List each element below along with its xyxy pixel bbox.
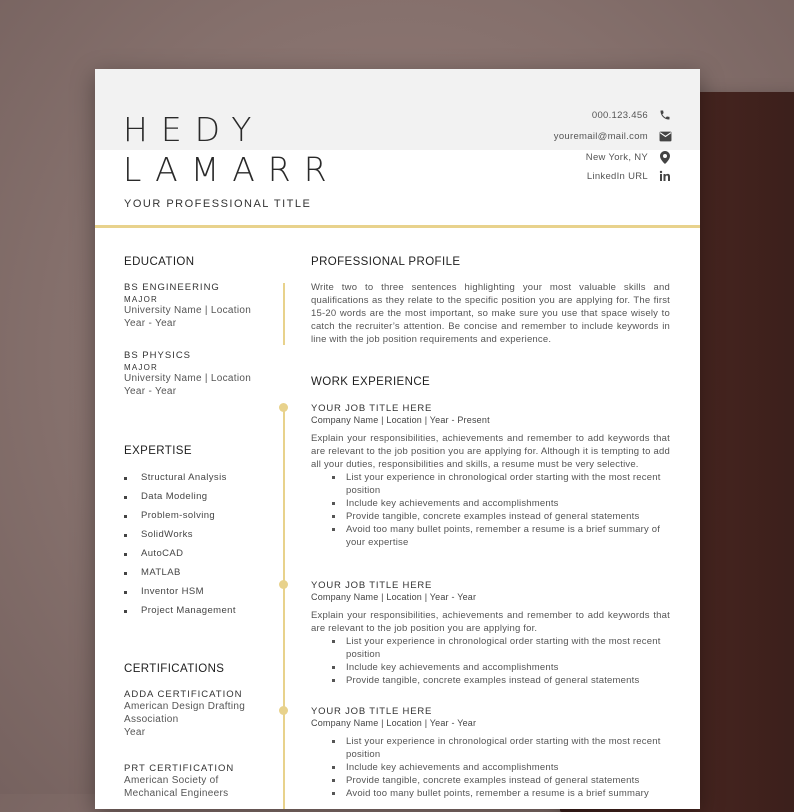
expertise-heading: EXPERTISE <box>124 445 192 457</box>
list-item: Avoid too many bullet points, remember a resume is a brief summary of your expertise <box>346 523 670 549</box>
list-item: List your experience in chronological order starting with the most recent position <box>346 635 670 661</box>
job-bullets <box>311 635 670 687</box>
header-divider <box>95 225 700 228</box>
job-description: Explain your responsibilities, achievements and remember to add keywords that are relevant to the job position you are applying for. <box>311 610 670 634</box>
list-item: List your experience in chronological order starting with the most recent position <box>346 471 670 497</box>
list-item: Include key achievements and accomplishments <box>346 761 670 774</box>
linkedin-text: LinkedIn URL <box>586 170 648 182</box>
location-text: New York, NY <box>585 151 648 163</box>
cert-org: Mechanical Engineers <box>124 788 229 799</box>
education-heading: EDUCATION <box>124 256 195 268</box>
school: University Name | Location <box>124 373 252 384</box>
major: MAJOR <box>124 295 158 304</box>
work-heading: WORK EXPERIENCE <box>311 376 431 388</box>
job-subtitle: Company Name | Location | Year - Year <box>311 592 477 602</box>
timeline-dot <box>279 403 288 412</box>
profile-text: Write two to three sentences highlighting your most valuable skills and qualifications as they relate to the specific position you are applying for. The first 15-20 words are the most important, so make sure you use that space wisely to catch the recruiter’s attention. Be concise and remember to include keywords in line with the job position requirements and experience. <box>311 282 670 345</box>
list-item: Inventor HSM <box>124 586 236 605</box>
first-name: HEDY <box>123 110 265 149</box>
map-pin-icon <box>658 150 672 164</box>
years: Year - Year <box>124 386 177 397</box>
degree: BS PHYSICS <box>124 350 192 361</box>
cert-name: ADDA CERTIFICATION <box>124 689 243 700</box>
certification-item <box>124 689 245 739</box>
job-description: Explain your responsibilities, achievements and remember to add keywords that are relevant to the job position you are applying for. Although it is tempting to add all your duties, responsibilities and skills, a resume must be very selective. <box>311 433 670 470</box>
job-bullets <box>311 735 670 800</box>
education-item <box>124 350 251 398</box>
last-name: LAMARR <box>123 150 340 189</box>
list-item: Problem-solving <box>124 510 236 529</box>
profile-heading: PROFESSIONAL PROFILE <box>311 256 461 268</box>
cert-name: PRT CERTIFICATION <box>124 763 235 774</box>
cert-year: Year <box>124 727 146 738</box>
timeline-dot <box>279 580 288 589</box>
cert-org: American Design Drafting <box>124 701 246 712</box>
job-subtitle: Company Name | Location | Year - Present <box>311 415 490 425</box>
list-item: Provide tangible, concrete examples instead of general statements <box>346 674 670 687</box>
certification-item <box>124 763 234 800</box>
list-item: Include key achievements and accomplishments <box>346 661 670 674</box>
contact-email <box>554 129 672 143</box>
list-item: List your experience in chronological order starting with the most recent position <box>346 735 670 761</box>
list-item: Structural Analysis <box>124 472 236 491</box>
timeline-segment <box>283 283 285 345</box>
list-item: Provide tangible, concrete examples instead of general statements <box>346 774 670 787</box>
list-item: Provide tangible, concrete examples instead of general statements <box>346 510 670 523</box>
timeline-line <box>283 410 285 809</box>
professional-title: YOUR PROFESSIONAL TITLE <box>124 198 312 210</box>
list-item: MATLAB <box>124 567 236 586</box>
phone-text: 000.123.456 <box>591 109 648 121</box>
contact-location <box>586 150 672 164</box>
job-entry <box>311 706 670 800</box>
major: MAJOR <box>124 363 158 372</box>
contact-phone <box>592 108 672 122</box>
resume-page <box>95 69 700 809</box>
degree: BS ENGINEERING <box>124 282 220 293</box>
contact-linkedin <box>587 169 672 183</box>
job-entry <box>311 403 670 549</box>
list-item: SolidWorks <box>124 529 236 548</box>
linkedin-icon <box>658 169 672 183</box>
cert-org: American Society of <box>124 775 219 786</box>
school: University Name | Location <box>124 305 252 316</box>
years: Year - Year <box>124 318 177 329</box>
job-title: YOUR JOB TITLE HERE <box>311 580 433 591</box>
education-item <box>124 282 251 330</box>
email-text: youremail@mail.com <box>553 130 648 142</box>
mail-icon <box>658 129 672 143</box>
list-item: Data Modeling <box>124 491 236 510</box>
list-item: AutoCAD <box>124 548 236 567</box>
list-item: Avoid too many bullet points, remember a resume is a brief summary <box>346 787 670 800</box>
phone-icon <box>658 108 672 122</box>
job-subtitle: Company Name | Location | Year - Year <box>311 718 477 728</box>
cert-org: Association <box>124 714 179 725</box>
certifications-heading: CERTIFICATIONS <box>124 663 225 675</box>
job-bullets <box>311 471 670 549</box>
list-item: Project Management <box>124 605 236 624</box>
expertise-list <box>124 472 236 624</box>
job-title: YOUR JOB TITLE HERE <box>311 403 433 414</box>
timeline-dot <box>279 706 288 715</box>
job-title: YOUR JOB TITLE HERE <box>311 706 433 717</box>
profile-section <box>311 281 670 346</box>
job-entry <box>311 580 670 687</box>
list-item: Include key achievements and accomplishments <box>346 497 670 510</box>
